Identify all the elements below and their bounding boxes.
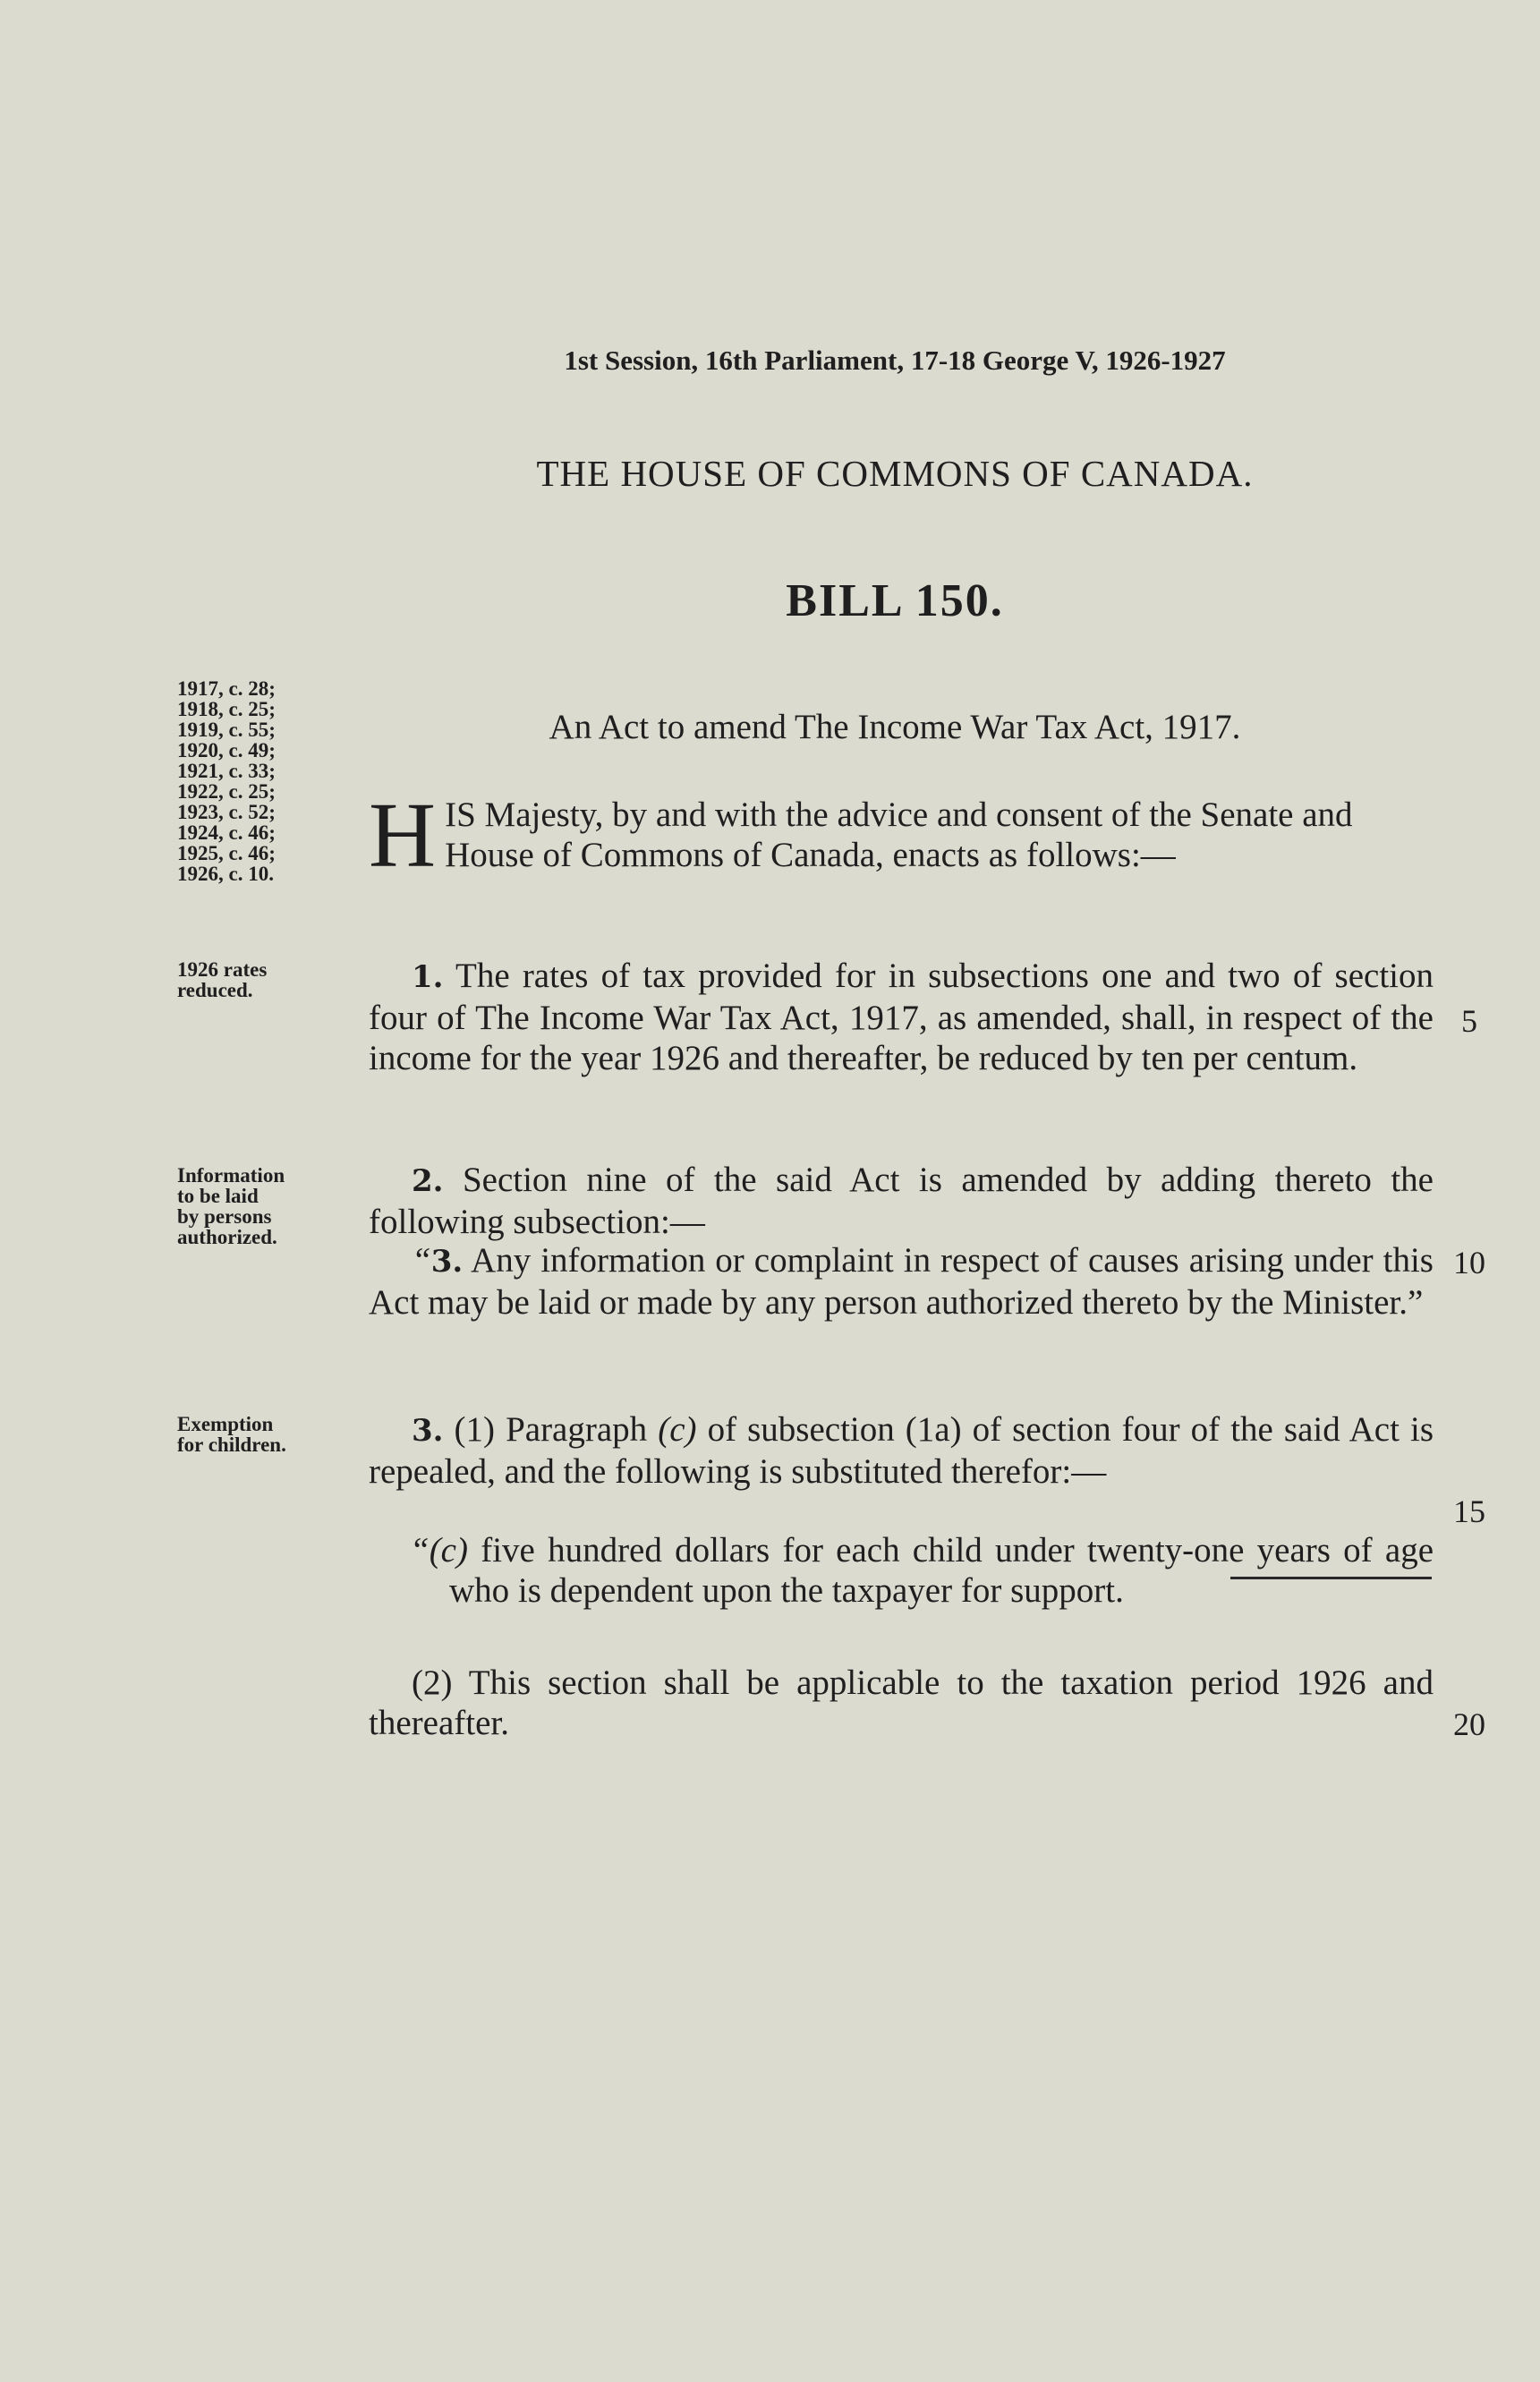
citation: 1926, c. 10. — [177, 863, 274, 885]
paragraph-text: five hundred dollars for each child under twenty-one years of age who is dependent upon the taxpayer for support. — [449, 1531, 1434, 1610]
citation: 1917, c. 28; — [177, 677, 276, 700]
subsection-text: (2) This section shall be applicable to the taxation period 1926 and thereafter. — [369, 1663, 1434, 1742]
section-2 — [369, 1160, 1434, 1242]
line-number: 20 — [1453, 1706, 1485, 1742]
section-number: 1. — [412, 959, 444, 995]
margin-citations — [177, 678, 347, 884]
session-header: 1st Session, 16th Parliament, 17-18 George V, 1926-1927 — [564, 345, 1226, 376]
section-3 — [369, 1409, 1434, 1492]
citation: 1919, c. 55; — [177, 719, 276, 741]
section-number: 2. — [412, 1163, 444, 1199]
drop-cap: H — [369, 784, 437, 887]
quoted-paragraph-c — [410, 1530, 1434, 1611]
margin-note-exemption — [177, 1414, 347, 1455]
handwritten-underline — [1230, 1577, 1432, 1579]
bill-number: BILL 150. — [786, 575, 1004, 626]
margin-note-line: 1926 rates — [177, 958, 268, 981]
margin-note-line: to be laid — [177, 1185, 259, 1207]
section-3-subsection-2 — [369, 1663, 1434, 1743]
citation: 1920, c. 49; — [177, 739, 276, 761]
citation: 1918, c. 25; — [177, 698, 276, 720]
enacting-text: IS Majesty, by and with the advice and consent of the Senate and House of Commons of Canada, enacts as follows:— — [445, 795, 1353, 874]
margin-note-line: by persons — [177, 1205, 272, 1228]
paragraph-letter: (c) — [658, 1410, 697, 1449]
section-text-b: of subsection (1a) of section four of the said Act is repealed, and the following is substituted therefor:— — [369, 1410, 1434, 1491]
line-number: 5 — [1461, 1003, 1477, 1039]
quote-mark: “ — [412, 1241, 431, 1280]
section-text: The rates of tax provided for in subsections one and two of section four of The Income War Tax Act, 1917, as amended, shall, in respect of the income for the year 1926 and thereafter, be reduced by ten per centum. — [369, 957, 1434, 1077]
citation: 1922, c. 25; — [177, 780, 276, 803]
citation: 1924, c. 46; — [177, 821, 276, 844]
citation: 1921, c. 33; — [177, 760, 276, 782]
section-text: Section nine of the said Act is amended by adding thereto the following subsection:— — [369, 1161, 1434, 1241]
citation: 1925, c. 46; — [177, 842, 276, 864]
section-2-subsection — [369, 1240, 1434, 1323]
house-title: THE HOUSE OF COMMONS OF CANADA. — [536, 453, 1254, 494]
subsection-text: Any information or complaint in respect of causes arising under this Act may be laid or made by any person authorized thereto by the Minister.” — [369, 1241, 1434, 1322]
enacting-clause — [369, 784, 1434, 887]
section-1 — [369, 956, 1434, 1078]
citation: 1923, c. 52; — [177, 801, 276, 823]
act-title: An Act to amend The Income War Tax Act, 1917. — [549, 708, 1241, 746]
section-number: 3. — [412, 1413, 444, 1449]
margin-note-information — [177, 1165, 347, 1247]
section-text-a: (1) Paragraph — [454, 1410, 648, 1449]
line-number: 15 — [1453, 1493, 1485, 1529]
subsection-number: 3. — [430, 1244, 464, 1280]
margin-note-line: Exemption — [177, 1413, 274, 1435]
paragraph-letter: “(c) — [410, 1531, 468, 1570]
margin-note-line: Information — [177, 1164, 285, 1187]
line-number: 10 — [1453, 1245, 1485, 1280]
margin-note-line: for children. — [177, 1433, 286, 1456]
margin-note-line: authorized. — [177, 1226, 277, 1248]
margin-note-rates — [177, 959, 347, 1000]
margin-note-line: reduced. — [177, 979, 253, 1001]
